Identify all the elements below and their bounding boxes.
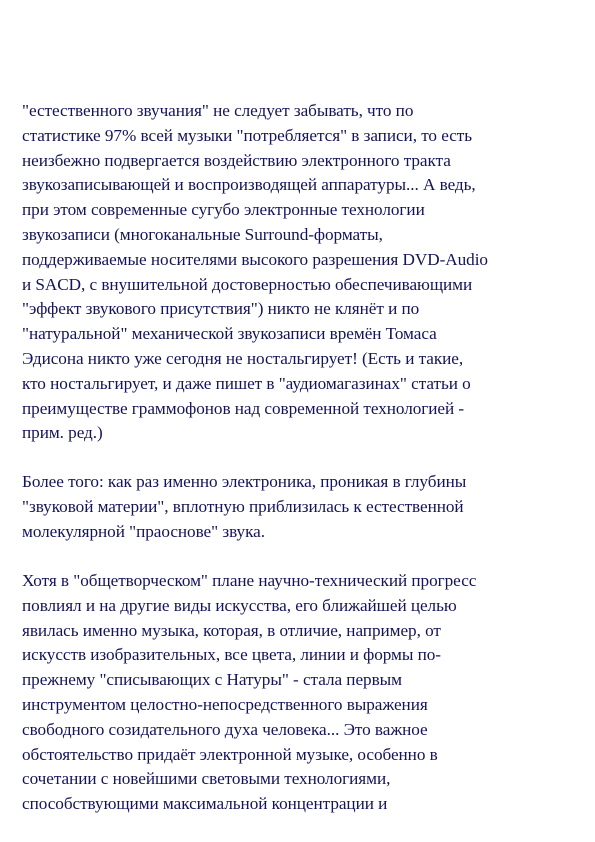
- text-line: свободного созидательного духа человека... Это важное: [22, 719, 428, 739]
- text-line: прим. ред.): [22, 423, 103, 443]
- text-line: звукозаписи (многоканальные Surround-форматы,: [22, 224, 383, 244]
- text-line: при этом современные сугубо электронные технологии: [22, 200, 425, 220]
- text-line: "натуральной" механической звукозаписи времён Томаса: [22, 324, 437, 344]
- text-line: звукозаписывающей и воспроизводящей аппаратуры... А ведь,: [22, 175, 476, 195]
- text-line: "естественного звучания" не следует забывать, что по: [22, 101, 414, 120]
- text-line: Хотя в "общетворческом" плане научно-технический прогресс: [22, 571, 477, 590]
- text-line: молекулярной "праоснове" звука.: [22, 521, 265, 541]
- text-line: обстоятельство придаёт электронной музыке, особенно в: [22, 744, 438, 764]
- text-line: прежнему "списывающих с Натуры" - стала первым: [22, 670, 402, 690]
- text-line: преимуществе граммофонов над современной технологией -: [22, 398, 465, 418]
- text-line: сочетании с новейшими световыми технологиями,: [22, 769, 391, 789]
- text-line: Эдисона никто уже сегодня не ностальгирует! (Есть и такие,: [22, 348, 464, 368]
- text-line: "звуковой материи", вплотную приблизилась к естественной: [22, 496, 464, 516]
- paragraph-2: [22, 470, 580, 544]
- paragraph-1: [22, 99, 580, 446]
- text-line: кто ностальгирует, и даже пишет в "аудиомагазинах" статьи о: [22, 373, 471, 393]
- text-line: Более того: как раз именно электроника, проникая в глубины: [22, 472, 467, 491]
- text-line: искусств изобразительных, все цвета, линии и формы по-: [22, 645, 441, 665]
- paragraph-3: [22, 569, 580, 817]
- text-line: поддерживаемые носителями высокого разрешения DVD-Audio: [22, 249, 488, 269]
- text-line: и SACD, с внушительной достоверностью обеспечивающими: [22, 274, 473, 294]
- text-line: явилась именно музыка, которая, в отличие, например, от: [22, 620, 441, 640]
- text-line: статистике 97% всей музыки "потребляется" в записи, то есть: [22, 125, 473, 145]
- text-line: повлиял и на другие виды искусства, его ближайшей целью: [22, 595, 457, 615]
- text-line: неизбежно подвергается воздействию электронного тракта: [22, 150, 451, 170]
- text-line: инструментом целостно-непосредственного выражения: [22, 694, 428, 714]
- text-line: способствующими максимальной концентрации и: [22, 794, 388, 814]
- text-line: "эффект звукового присутствия") никто не клянёт и по: [22, 299, 420, 319]
